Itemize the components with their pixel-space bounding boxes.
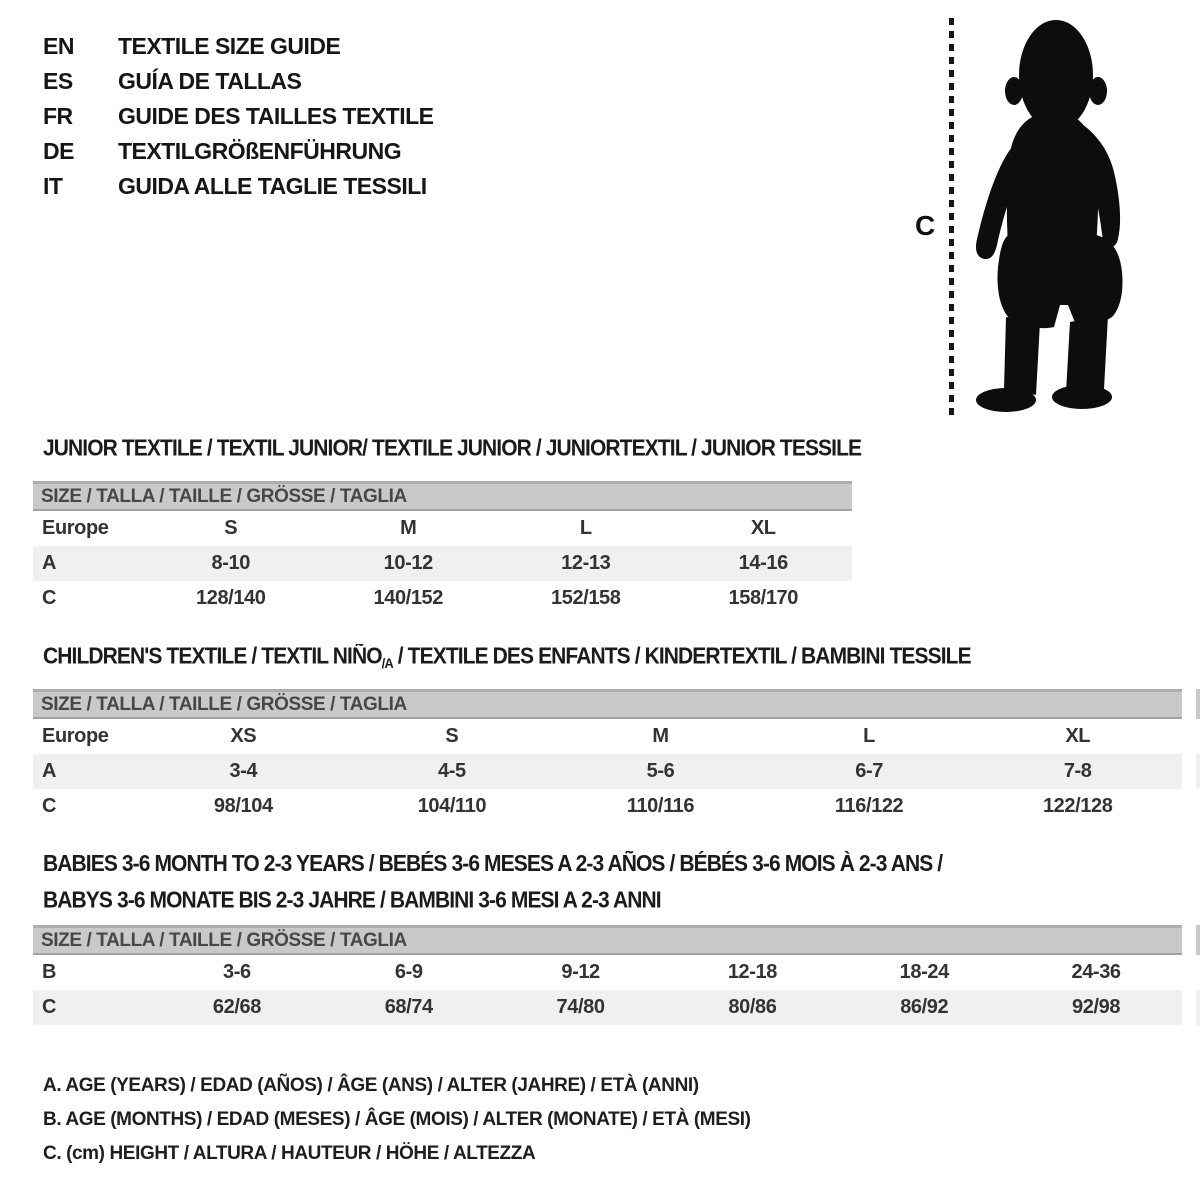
lang-code: IT bbox=[43, 173, 63, 199]
lang-row-es bbox=[43, 64, 434, 99]
lang-code: FR bbox=[43, 103, 73, 129]
size-header-bar bbox=[33, 481, 852, 511]
lang-title: TEXTILGRÖßENFÜHRUNG bbox=[118, 138, 402, 164]
table-row bbox=[33, 719, 1182, 754]
lang-code: DE bbox=[43, 138, 74, 164]
row-label: Europe bbox=[42, 517, 109, 539]
table-cell: 80/86 bbox=[728, 996, 777, 1018]
table-edge-sliver bbox=[1196, 754, 1200, 789]
lang-row-it bbox=[43, 169, 434, 204]
table-cell: 86/92 bbox=[900, 996, 949, 1018]
table-cell: 74/80 bbox=[556, 996, 605, 1018]
legend-block bbox=[43, 1069, 751, 1171]
table-cell: S bbox=[224, 517, 238, 539]
table-cell: 5-6 bbox=[646, 760, 675, 782]
table-cell: 140/152 bbox=[373, 587, 443, 609]
table-cell: 10-12 bbox=[383, 552, 433, 574]
lang-title: TEXTILE SIZE GUIDE bbox=[118, 33, 341, 59]
table-cell: 24-36 bbox=[1071, 961, 1121, 983]
lang-title: GUIDE DES TAILLES TEXTILE bbox=[118, 103, 434, 129]
table-cell: 104/110 bbox=[417, 795, 487, 817]
table-cell: 122/128 bbox=[1042, 795, 1113, 817]
table-cell: XS bbox=[230, 725, 257, 747]
row-label: A bbox=[42, 552, 57, 574]
table-cell: 12-18 bbox=[727, 961, 777, 983]
height-measure-label: C bbox=[915, 210, 936, 241]
table-edge-sliver bbox=[1196, 925, 1200, 955]
table-row bbox=[33, 546, 852, 581]
table-cell: 6-9 bbox=[394, 961, 423, 983]
table-row bbox=[33, 511, 852, 546]
table-row bbox=[33, 789, 1182, 824]
legend-line-b: B. AGE (MONTHS) / EDAD (MESES) / ÂGE (MOIS) / ALTER (MONATE) / ETÀ (MESI) bbox=[43, 1109, 751, 1130]
children-size-table bbox=[33, 689, 1182, 824]
table-cell: S bbox=[445, 725, 459, 747]
row-label: A bbox=[42, 760, 57, 782]
lang-row-de bbox=[43, 134, 434, 169]
lang-code: ES bbox=[43, 68, 73, 94]
table-cell: 3-6 bbox=[223, 961, 251, 983]
children-section-title bbox=[43, 644, 971, 671]
table-cell: 6-7 bbox=[855, 760, 883, 782]
babies-section-title bbox=[43, 846, 942, 919]
table-row bbox=[33, 581, 852, 616]
row-label: B bbox=[42, 961, 57, 983]
size-header-text: SIZE / TALLA / TAILLE / GRÖSSE / TAGLIA bbox=[41, 930, 407, 951]
children-title-sub: /A bbox=[381, 654, 393, 671]
table-cell: 12-13 bbox=[561, 552, 611, 574]
table-cell: 98/104 bbox=[213, 795, 273, 817]
children-title-suffix: / TEXTILE DES ENFANTS / KINDERTEXTIL / BAMBINI TESSILE bbox=[392, 644, 971, 669]
table-cell: 62/68 bbox=[212, 996, 261, 1018]
row-label: Europe bbox=[42, 725, 109, 747]
lang-row-fr bbox=[43, 99, 434, 134]
row-label: C bbox=[42, 795, 57, 817]
table-cell: XL bbox=[750, 517, 776, 539]
table-cell: 158/170 bbox=[728, 587, 798, 609]
table-edge-sliver bbox=[1196, 990, 1200, 1025]
lang-row-en bbox=[43, 29, 434, 64]
table-cell: 14-16 bbox=[738, 552, 788, 574]
table-cell: 68/74 bbox=[384, 996, 433, 1018]
table-cell: 7-8 bbox=[1063, 760, 1092, 782]
table-cell: XL bbox=[1065, 725, 1091, 747]
size-header-text: SIZE / TALLA / TAILLE / GRÖSSE / TAGLIA bbox=[41, 486, 407, 507]
toddler-silhouette-image bbox=[962, 17, 1144, 421]
table-cell: L bbox=[579, 517, 592, 539]
size-header-bar bbox=[33, 689, 1182, 719]
table-cell: 152/158 bbox=[551, 587, 621, 609]
children-title-prefix: CHILDREN'S TEXTILE / TEXTIL NIÑO bbox=[43, 644, 382, 669]
lang-code: EN bbox=[43, 33, 74, 59]
table-cell: 3-4 bbox=[229, 760, 258, 782]
table-row bbox=[33, 955, 1182, 990]
babies-size-table bbox=[33, 925, 1182, 1025]
table-cell: M bbox=[400, 517, 417, 539]
table-row bbox=[33, 754, 1182, 789]
table-cell: M bbox=[652, 725, 669, 747]
table-cell: 8-10 bbox=[211, 552, 250, 574]
row-label: C bbox=[42, 996, 57, 1018]
table-cell: L bbox=[863, 725, 875, 747]
table-cell: 18-24 bbox=[899, 961, 949, 983]
legend-line-c: C. (cm) HEIGHT / ALTURA / HAUTEUR / HÖHE / ALTEZZA bbox=[43, 1143, 536, 1164]
babies-title-line2: BABYS 3-6 MONATE BIS 2-3 JAHRE / BAMBINI 3-6 MESI A 2-3 ANNI bbox=[43, 888, 661, 913]
table-cell: 110/116 bbox=[626, 795, 695, 817]
size-header-bar bbox=[33, 925, 1182, 955]
table-cell: 128/140 bbox=[196, 587, 266, 609]
legend-line-a: A. AGE (YEARS) / EDAD (AÑOS) / ÂGE (ANS) / ALTER (JAHRE) / ETÀ (ANNI) bbox=[43, 1075, 699, 1096]
table-cell: 116/122 bbox=[834, 795, 904, 817]
table-edge-sliver bbox=[1196, 689, 1200, 719]
table-cell: 9-12 bbox=[561, 961, 600, 983]
size-header-text: SIZE / TALLA / TAILLE / GRÖSSE / TAGLIA bbox=[41, 694, 407, 715]
table-cell: 92/98 bbox=[1072, 996, 1121, 1018]
table-row bbox=[33, 990, 1182, 1025]
table-cell: 4-5 bbox=[438, 760, 466, 782]
junior-size-table bbox=[33, 481, 852, 616]
row-label: C bbox=[42, 587, 57, 609]
babies-title-line1: BABIES 3-6 MONTH TO 2-3 YEARS / BEBÉS 3-6 MESES A 2-3 AÑOS / BÉBÉS 3-6 MOIS À 2-3 ANS / bbox=[43, 851, 943, 877]
lang-title: GUIDA ALLE TAGLIE TESSILI bbox=[118, 173, 427, 199]
junior-section-title: JUNIOR TEXTILE / TEXTIL JUNIOR/ TEXTILE JUNIOR / JUNIORTEXTIL / JUNIOR TESSILE bbox=[43, 436, 862, 461]
language-title-block bbox=[43, 29, 434, 204]
height-measure-dashed-line bbox=[949, 18, 954, 416]
lang-title: GUÍA DE TALLAS bbox=[118, 68, 302, 94]
